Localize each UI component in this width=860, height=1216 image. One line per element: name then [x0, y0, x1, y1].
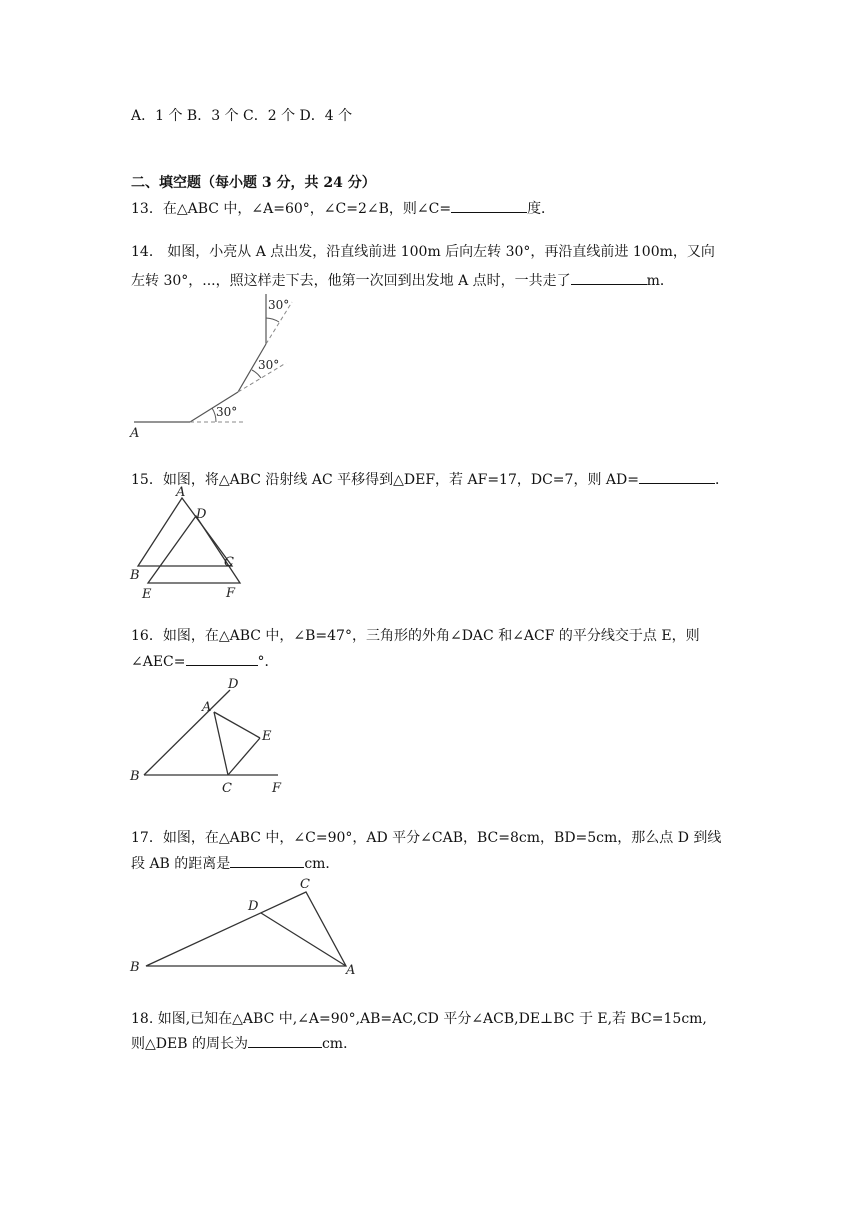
q16-suffix: °．	[257, 654, 279, 670]
label-b: B	[130, 769, 140, 784]
label-e: E	[262, 729, 272, 744]
triangle-def	[148, 516, 240, 583]
answer-blank[interactable]	[186, 651, 258, 666]
label-e: E	[142, 587, 152, 602]
label-c: C	[224, 555, 234, 570]
q16-text: ∠AEC=	[131, 654, 186, 670]
label-d: D	[196, 507, 207, 522]
q13-suffix: 度．	[527, 201, 556, 217]
segment-bd	[144, 690, 230, 775]
q15-suffix: ．	[714, 472, 729, 488]
q18-text: 则△DEB 的周长为	[131, 1036, 248, 1052]
q17-suffix: cm．	[304, 856, 340, 872]
label-d: D	[228, 677, 239, 692]
q17-line-2	[131, 853, 339, 873]
section-title: 二、填空题（每小题 3 分，共 24 分）	[131, 175, 376, 191]
q16-line-2	[131, 651, 279, 671]
answer-blank[interactable]	[248, 1033, 322, 1048]
q15-figure	[126, 484, 246, 602]
label-f: F	[272, 781, 282, 796]
q13-text: 13．在△ABC 中，∠A=60°，∠C=2∠B，则∠C=	[131, 201, 452, 217]
answer-blank[interactable]	[639, 469, 715, 484]
answer-blank[interactable]	[451, 198, 527, 213]
segment-ac	[214, 712, 228, 775]
q12-options: A．1 个 B．3 个 C．2 个 D．4 个	[131, 108, 353, 124]
q16-line-1: 16．如图，在△ABC 中，∠B=47°，三角形的外角∠DAC 和∠ACF 的平分线交于点 E，则	[131, 628, 700, 644]
q15-text: 15．如图，将△ABC 沿射线 AC 平移得到△DEF，若 AF=17，DC=7，则 AD=	[131, 472, 639, 488]
label-a: A	[202, 700, 212, 715]
q16-figure	[126, 674, 296, 798]
label-d: D	[248, 899, 259, 914]
label-a: A	[346, 963, 356, 978]
angle-label-3: 30°	[268, 298, 290, 312]
q18-line-1: 18. 如图,已知在△ABC 中,∠A=90°,AB=AC,CD 平分∠ACB,DE⊥BC 于 E,若 BC=15cm,	[131, 1011, 707, 1027]
angle-label-2: 30°	[258, 358, 280, 372]
label-b: B	[130, 568, 140, 583]
q18-line-2	[131, 1033, 357, 1053]
label-f: F	[226, 586, 236, 601]
q14-line-2	[131, 270, 674, 290]
q14-figure	[120, 290, 300, 440]
answer-blank[interactable]	[571, 270, 647, 285]
label-a: A	[176, 485, 186, 500]
label-b: B	[130, 960, 140, 975]
point-a-label: A	[130, 426, 140, 441]
answer-blank[interactable]	[230, 853, 304, 868]
q14-line-1: 14． 如图，小亮从 A 点出发，沿直线前进 100m 后向左转 30°，再沿直线前进 100m，又向	[131, 244, 715, 260]
q17-line-1: 17．如图，在△ABC 中，∠C=90°，AD 平分∠CAB，BC=8cm，BD=5cm，那么点 D 到线	[131, 830, 722, 846]
q17-figure	[126, 874, 366, 978]
label-c: C	[300, 877, 310, 892]
segment-ce	[228, 738, 260, 775]
q14-suffix: m．	[646, 273, 674, 289]
question-13	[131, 198, 555, 218]
angle-arc-3	[266, 318, 279, 322]
q14-text: 左转 30°，...，照这样走下去，他第一次回到出发地 A 点时，一共走了	[131, 273, 571, 289]
q17-text: 段 AB 的距离是	[131, 856, 231, 872]
segment-ae	[214, 712, 260, 738]
angle-label-1: 30°	[216, 405, 238, 419]
triangle-abc	[146, 892, 346, 966]
q18-suffix: cm．	[321, 1036, 358, 1052]
label-c: C	[222, 781, 232, 796]
segment-ad	[261, 913, 346, 966]
